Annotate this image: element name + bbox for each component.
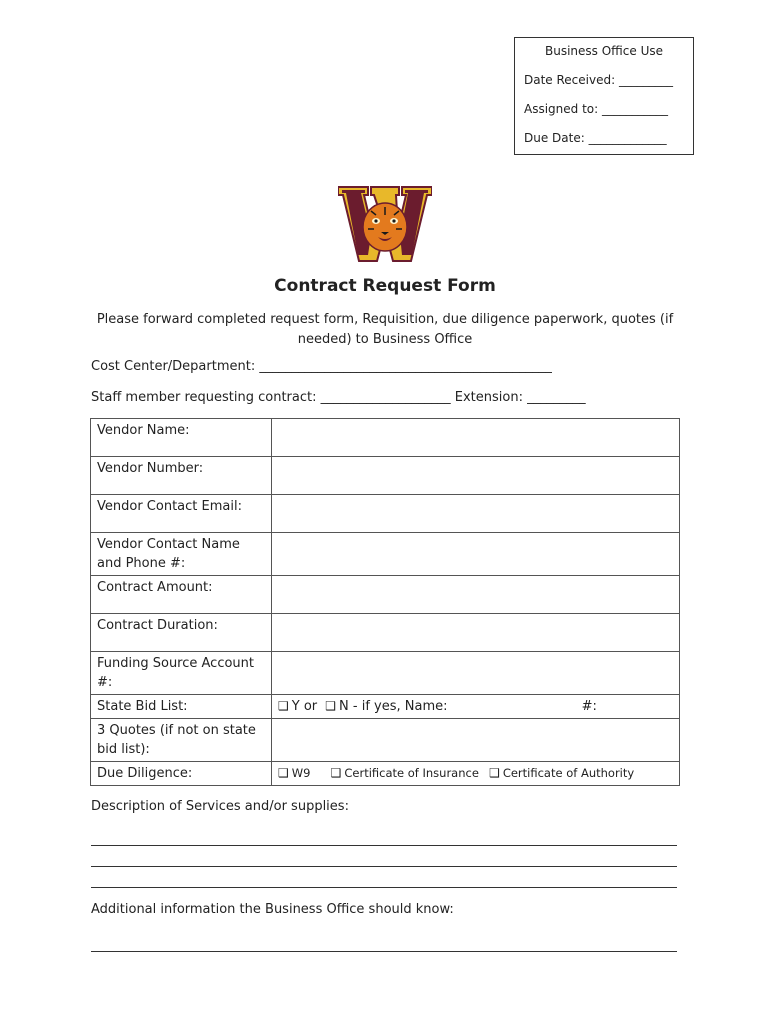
office-use-title: Business Office Use xyxy=(545,44,663,58)
w9-label: W9 xyxy=(291,766,311,780)
funding-source-input[interactable] xyxy=(272,652,680,695)
description-line-3[interactable] xyxy=(91,887,677,888)
vendor-contact-label: Vendor Contact Name and Phone #: xyxy=(91,533,272,576)
vendor-number-input[interactable] xyxy=(272,457,680,495)
yes-checkbox[interactable]: ❑ xyxy=(278,699,289,713)
due-date-field[interactable]: Due Date: _____________ xyxy=(524,131,667,145)
vendor-number-label: Vendor Number: xyxy=(91,457,272,495)
vendor-table xyxy=(90,418,680,786)
contract-duration-input[interactable] xyxy=(272,614,680,652)
staff-member-field[interactable]: Staff member requesting contract: ____________________ Extension: _________ xyxy=(91,390,586,405)
state-bid-cell xyxy=(272,695,680,719)
table-row xyxy=(91,695,680,719)
description-line-2[interactable] xyxy=(91,866,677,867)
w9-checkbox[interactable]: ❑ xyxy=(278,766,289,780)
table-row xyxy=(91,495,680,533)
assigned-to-field[interactable]: Assigned to: ___________ xyxy=(524,102,668,116)
table-row xyxy=(91,576,680,614)
state-bid-yes-label: Y or xyxy=(291,699,318,714)
vendor-name-label: Vendor Name: xyxy=(91,419,272,457)
authority-label: Certificate of Authority xyxy=(502,766,635,780)
additional-info-line[interactable] xyxy=(91,951,677,952)
vendor-email-input[interactable] xyxy=(272,495,680,533)
table-row xyxy=(91,419,680,457)
description-label: Description of Services and/or supplies: xyxy=(91,799,349,814)
form-title: Contract Request Form xyxy=(274,276,496,296)
due-diligence-label: Due Diligence: xyxy=(91,762,272,786)
funding-source-label: Funding Source Account #: xyxy=(91,652,272,695)
three-quotes-label: 3 Quotes (if not on state bid list): xyxy=(91,719,272,762)
description-line-1[interactable] xyxy=(91,845,677,846)
contract-amount-label: Contract Amount: xyxy=(91,576,272,614)
contract-amount-input[interactable] xyxy=(272,576,680,614)
three-quotes-input[interactable] xyxy=(272,719,680,762)
no-checkbox[interactable]: ❑ xyxy=(325,699,337,713)
table-row xyxy=(91,652,680,695)
table-row xyxy=(91,762,680,786)
vendor-name-input[interactable] xyxy=(272,419,680,457)
cost-center-field[interactable]: Cost Center/Department: _____________________________________________ xyxy=(91,359,552,374)
state-bid-number-label: #: xyxy=(581,699,597,714)
table-row xyxy=(91,533,680,576)
table-row xyxy=(91,614,680,652)
additional-info-label: Additional information the Business Office should know: xyxy=(91,902,454,917)
vendor-contact-input[interactable] xyxy=(272,533,680,576)
insurance-checkbox[interactable]: ❑ xyxy=(330,766,342,780)
table-row xyxy=(91,457,680,495)
contract-duration-label: Contract Duration: xyxy=(91,614,272,652)
date-received-field[interactable]: Date Received: _________ xyxy=(524,73,673,87)
business-office-use-box xyxy=(514,37,694,155)
authority-checkbox[interactable]: ❑ xyxy=(489,766,500,780)
insurance-label: Certificate of Insurance xyxy=(344,766,479,780)
due-diligence-cell xyxy=(272,762,680,786)
form-instructions: Please forward completed request form, Requisition, due diligence paperwork, quotes (if needed) to Business Office xyxy=(96,312,674,347)
school-w-tiger-logo xyxy=(338,185,432,263)
table-row xyxy=(91,719,680,762)
state-bid-no-label: N - if yes, Name: xyxy=(339,699,448,714)
vendor-email-label: Vendor Contact Email: xyxy=(91,495,272,533)
state-bid-label: State Bid List: xyxy=(91,695,272,719)
